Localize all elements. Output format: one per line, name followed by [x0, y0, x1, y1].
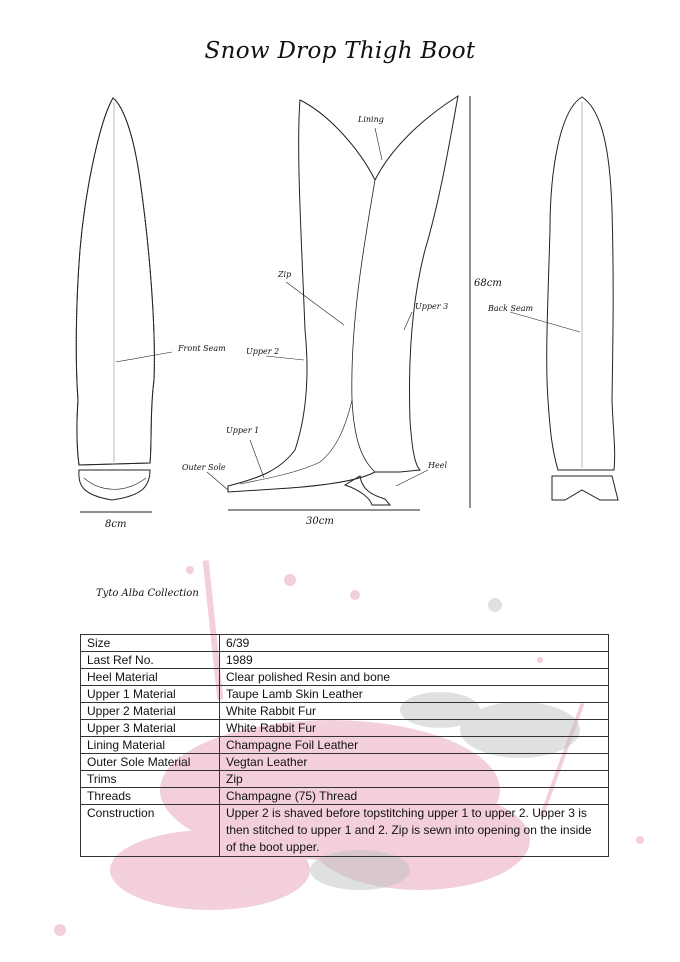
spec-table: [80, 634, 609, 857]
table-row: [81, 669, 609, 686]
label-upper-3: Upper 3: [415, 302, 449, 311]
spec-key: Outer Sole Material: [81, 754, 220, 771]
table-row: [81, 635, 609, 652]
spec-value: White Rabbit Fur: [220, 703, 609, 720]
spec-value: 1989: [220, 652, 609, 669]
spec-key: Construction: [81, 805, 220, 857]
dimension-width: 8cm: [105, 519, 127, 530]
label-lining: Lining: [358, 115, 384, 124]
back-view-heel: [552, 476, 618, 500]
front-view-sole: [79, 470, 150, 500]
label-back-seam: Back Seam: [488, 304, 534, 313]
dimension-height: 68cm: [474, 278, 502, 289]
spec-key: Size: [81, 635, 220, 652]
label-heel: Heel: [428, 461, 448, 470]
spec-value: Vegtan Leather: [220, 754, 609, 771]
side-view-heel: [345, 476, 390, 505]
spec-key: Lining Material: [81, 737, 220, 754]
table-row: [81, 754, 609, 771]
table-row: [81, 737, 609, 754]
spec-value: Zip: [220, 771, 609, 788]
table-row: [81, 771, 609, 788]
spec-key: Upper 3 Material: [81, 720, 220, 737]
spec-key: Upper 2 Material: [81, 703, 220, 720]
table-row: [81, 720, 609, 737]
spec-value: Champagne (75) Thread: [220, 788, 609, 805]
spec-key: Last Ref No.: [81, 652, 220, 669]
table-row: [81, 686, 609, 703]
side-view-boot: [228, 96, 458, 492]
spec-value: Taupe Lamb Skin Leather: [220, 686, 609, 703]
table-row: [81, 805, 609, 857]
spec-value: 6/39: [220, 635, 609, 652]
label-zip: Zip: [278, 270, 292, 279]
label-upper-2: Upper 2: [246, 347, 280, 356]
back-view-boot: [547, 97, 615, 470]
collection-name: Tyto Alba Collection: [96, 588, 199, 599]
label-upper-1: Upper 1: [226, 426, 260, 435]
spec-value: Clear polished Resin and bone: [220, 669, 609, 686]
page-title: Snow Drop Thigh Boot: [204, 38, 476, 64]
label-front-seam: Front Seam: [178, 344, 226, 353]
spec-key: Upper 1 Material: [81, 686, 220, 703]
spec-key: Threads: [81, 788, 220, 805]
table-row: [81, 652, 609, 669]
front-view-boot: [76, 98, 154, 465]
label-outer-sole: Outer Sole: [182, 463, 226, 472]
spec-value: Upper 2 is shaved before topstitching upper 1 to upper 2. Upper 3 is then stitched to upper 1 and 2. Zip is sewn into opening on the inside of the boot upper.: [220, 805, 609, 857]
spec-key: Trims: [81, 771, 220, 788]
spec-value: White Rabbit Fur: [220, 720, 609, 737]
dimension-length: 30cm: [306, 516, 334, 527]
spec-value: Champagne Foil Leather: [220, 737, 609, 754]
table-row: [81, 788, 609, 805]
spec-key: Heel Material: [81, 669, 220, 686]
table-row: [81, 703, 609, 720]
